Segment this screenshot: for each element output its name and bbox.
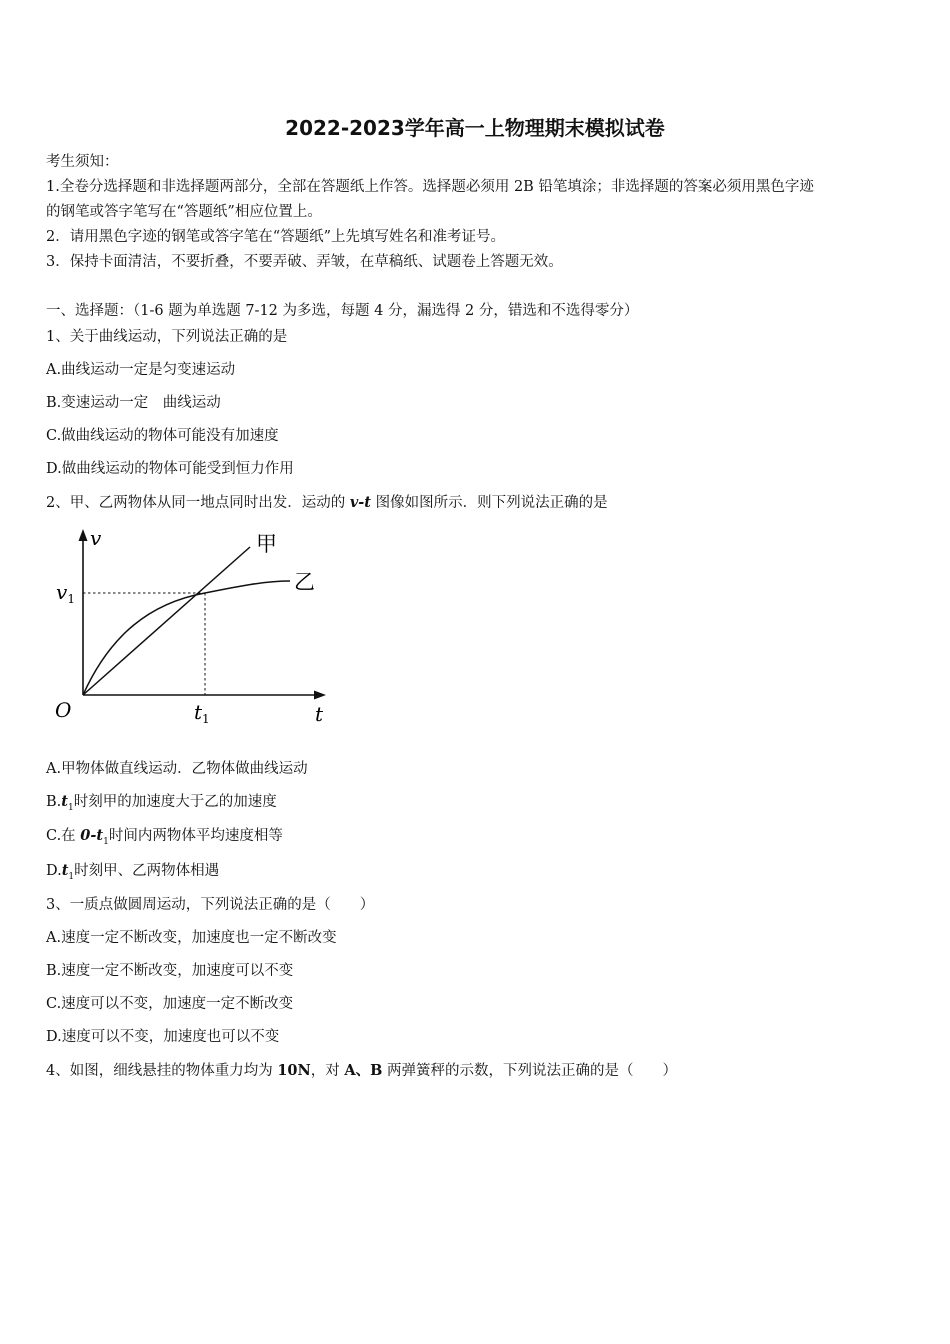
axis-y-label: v [90,526,102,550]
q4-stem-post: 两弹簧秤的示数，下列说法正确的是（ ） [382,1063,678,1079]
q2-option-c [46,826,283,852]
q2-option-b [46,792,277,818]
q3-stem: 3、一质点做圆周运动，下列说法正确的是（ ） [46,897,375,913]
t1-label-t: t [194,700,203,724]
q4-weight: 10N [277,1062,311,1079]
page-title: 2022-2023学年高一上物理期末模拟试卷 [285,116,665,140]
origin-label: O [55,698,72,722]
notice-heading: 考生须知： [46,154,119,170]
q4-stem-mid: ，对 [310,1063,345,1079]
q2-d-sub: 1 [68,871,75,882]
v1-label [56,580,75,606]
notice-item-2: 2．请用黑色字迹的钢笔或答字笔在“答题纸”上先填写姓名和准考证号。 [46,229,506,245]
q2-d-t: t [61,862,69,879]
q2-b-sub: 1 [67,802,74,813]
q4-stem [46,1061,677,1081]
q1-option-a: A.曲线运动一定是匀变速运动 [46,362,236,378]
t1-label-sub: 1 [202,712,210,726]
t1-label [194,700,210,726]
q2-b-t: t [61,793,68,810]
label-yi: 乙 [294,570,315,594]
q2-d-prefix: D. [46,863,62,879]
q4-stem-text: 4、如图，细线悬挂的物体重力均为 [46,1063,278,1079]
x-axis-arrow [314,691,326,700]
notice-item-1a: 1.全卷分选择题和非选择题两部分，全部在答题纸上作答。选择题必须用 2B 铅笔填涂；非选择题的答案必须用黑色字迹 [46,179,814,195]
q1-option-c: C.做曲线运动的物体可能没有加速度 [46,428,279,444]
q3-option-b: B.速度一定不断改变，加速度可以不变 [46,963,294,979]
vt-graph [50,525,340,730]
q2-c-prefix: C.在 [46,828,81,844]
q2-d-text: 时刻甲、乙两物体相遇 [74,863,220,879]
q2-b-text: 时刻甲的加速度大于乙的加速度 [73,794,277,810]
q2-stem-text-2: 图像如图所示．则下列说法正确的是 [371,495,608,511]
v1-label-sub: 1 [67,592,75,606]
y-axis-arrow [79,529,88,541]
q1-option-d: D.做曲线运动的物体可能受到恒力作用 [46,461,294,477]
q2-option-d [46,861,219,887]
axis-x-label: t [315,702,324,726]
q2-c-sub: 1 [103,836,109,847]
q2-option-a: A.甲物体做直线运动．乙物体做曲线运动 [46,761,308,777]
q1-option-b: B.变速运动一定 曲线运动 [46,395,221,411]
q2-c-text: 时间内两物体平均速度相等 [108,828,283,844]
label-jia: 甲 [256,532,277,556]
q2-stem-text: 2、甲、乙两物体从同一地点同时出发．运动的 [46,495,350,511]
line-jia [83,547,250,695]
q3-option-a: A.速度一定不断改变，加速度也一定不断改变 [46,930,337,946]
notice-item-1b: 的钢笔或答字笔写在“答题纸”相应位置上。 [46,204,322,220]
q4-ab: A、B [344,1062,383,1079]
v1-label-v: v [56,580,68,604]
curve-yi [83,581,290,695]
q2-stem-vt: v-t [349,494,371,511]
section-heading: 一、选择题：（1-6 题为单选题 7-12 为多选，每题 4 分，漏选得 2 分，错选和不选得零分） [46,303,639,319]
q2-stem [46,493,608,513]
q3-option-d: D.速度可以不变，加速度也可以不变 [46,1029,280,1045]
q1-stem: 1、关于曲线运动，下列说法正确的是 [46,329,288,345]
q2-b-prefix: B. [46,794,62,810]
q3-option-c: C.速度可以不变，加速度一定不断改变 [46,996,294,1012]
notice-item-3: 3．保持卡面清洁，不要折叠，不要弄破、弄皱，在草稿纸、试题卷上答题无效。 [46,254,563,270]
q2-c-range: 0-t [80,827,104,844]
